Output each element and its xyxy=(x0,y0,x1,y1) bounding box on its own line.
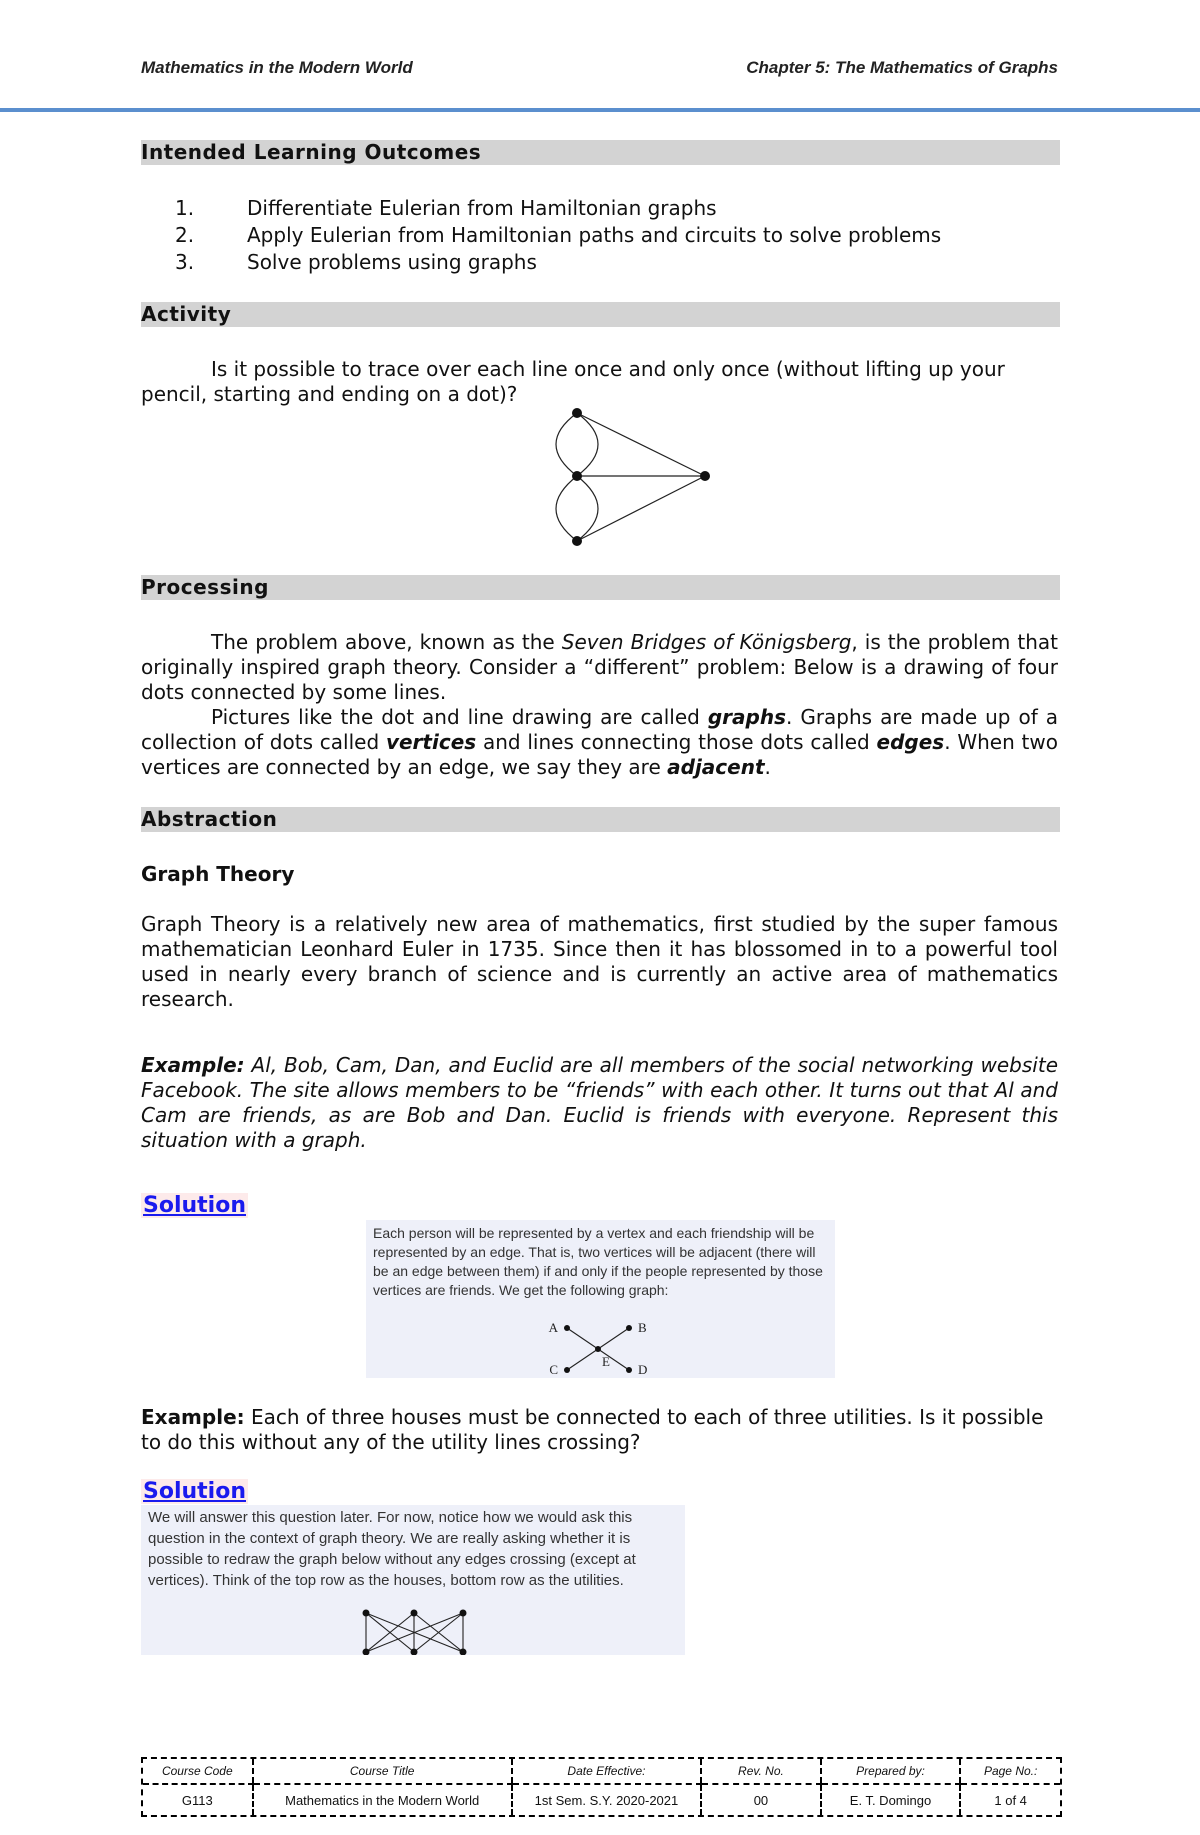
graph-edge xyxy=(577,476,705,541)
list-number: 1. xyxy=(175,196,195,220)
example-text: Each of three houses must be connected to each of three utilities. Is it possible to do this without any of the utility lines crossing? xyxy=(141,1405,1044,1454)
activity-question: Is it possible to trace over each line once and only once (without lifting up your pencil, starting and ending on a dot)? xyxy=(141,357,1005,406)
vertex-label-c: C xyxy=(549,1362,558,1377)
example-2 xyxy=(141,1405,1058,1455)
example-label: Example: xyxy=(141,1053,245,1077)
processing-paragraph-1: The problem above, known as the Seven Bridges of Königsberg, is the problem that originally inspired graph theory. Consider a “different” problem: Below is a drawing of four dots connected by some lines. xyxy=(141,630,1058,704)
footer-value-cell: 1st Sem. S.Y. 2020-2021 xyxy=(512,1784,701,1815)
solution-text-2: We will answer this question later. For now, notice how we would ask this question in the context of graph theory. We are really asking whether it is possible to redraw the graph below without any edges crossing (except at vertices). Think of the top row as the houses, bottom row as the utilities. xyxy=(148,1509,636,1589)
graph-vertex xyxy=(363,1610,370,1617)
vertex-label-e: E xyxy=(602,1354,610,1369)
footer-value-row xyxy=(143,1784,1060,1815)
graph-vertex xyxy=(626,1325,632,1331)
example-label: Example: xyxy=(141,1405,245,1429)
section-activity: Activity xyxy=(141,302,1060,327)
vertex-label-b: B xyxy=(638,1320,647,1335)
graph-vertex xyxy=(595,1346,601,1352)
footer-header-cell: Course Title xyxy=(253,1759,512,1784)
footer-header-cell: Rev. No. xyxy=(701,1759,821,1784)
list-item xyxy=(175,195,941,222)
solution-link-1[interactable]: Solution xyxy=(143,1193,246,1218)
graph-edge xyxy=(577,413,705,476)
footer-header-cell: Date Effective: xyxy=(512,1759,701,1784)
graph-vertex xyxy=(460,1610,467,1617)
header-rule xyxy=(0,108,1200,112)
footer-value-cell: Mathematics in the Modern World xyxy=(253,1784,512,1815)
footer-value-cell: 1 of 4 xyxy=(960,1784,1060,1815)
processing-paragraph-2: Pictures like the dot and line drawing are called graphs. Graphs are made up of a collection of dots called vertices and lines connecting those dots called edges. When two vertices are connected by an edge, we say they are adjacent. xyxy=(141,705,1059,779)
header-right: Chapter 5: The Mathematics of Graphs xyxy=(746,58,1058,77)
list-text: Differentiate Eulerian from Hamiltonian graphs xyxy=(247,196,717,220)
solution-box-2 xyxy=(141,1505,685,1655)
header-left: Mathematics in the Modern World xyxy=(141,58,413,77)
example-1 xyxy=(141,1053,1058,1153)
footer-header-cell: Prepared by: xyxy=(821,1759,961,1784)
footer-table xyxy=(141,1757,1062,1817)
graph-vertex xyxy=(626,1367,632,1373)
graph-edge xyxy=(577,476,598,541)
term-graphs: graphs xyxy=(707,705,786,729)
graph-vertex xyxy=(572,408,582,418)
example-text: Al, Bob, Cam, Dan, and Euclid are all members of the social networking website Facebook. The site allows members to be “friends” with each other. It turns out that Al and Cam are friends, as are Bob and Dan. Euclid is friends with everyone. Represent this situation with a graph. xyxy=(141,1053,1058,1152)
list-item xyxy=(175,222,941,249)
graph-vertex xyxy=(564,1367,570,1373)
list-text: Solve problems using graphs xyxy=(247,250,537,274)
graph-theory-heading: Graph Theory xyxy=(141,862,295,886)
solution-text-1: Each person will be represented by a vertex and each friendship will be represented by an edge. That is, two vertices will be adjacent (there will be an edge between them) if and only if the people represented by those vertices are friends. We get the following graph: xyxy=(373,1225,823,1298)
graph-theory-paragraph: Graph Theory is a relatively new area of mathematics, first studied by the super famous mathematician Leonhard Euler in 1735. Since then it has blossomed in to a powerful tool used in nearly every branch of science and is currently an active area of mathematics research. xyxy=(141,912,1058,1011)
footer-header-cell: Course Code xyxy=(143,1759,253,1784)
vertex-label-a: A xyxy=(548,1320,558,1335)
konigsberg-graph xyxy=(540,402,720,552)
utilities-graph xyxy=(141,1605,685,1655)
list-number: 3. xyxy=(175,250,195,274)
footer-value-cell: E. T. Domingo xyxy=(821,1784,961,1815)
footer-value-cell: G113 xyxy=(181,1792,213,1808)
graph-vertex xyxy=(700,471,710,481)
footer-header-row xyxy=(143,1759,1060,1784)
section-processing: Processing xyxy=(141,575,1060,600)
footer-header-cell: Page No.: xyxy=(960,1759,1060,1784)
footer-value-cell: 00 xyxy=(701,1784,821,1815)
friends-graph xyxy=(366,1312,835,1378)
graph-vertex xyxy=(564,1325,570,1331)
graph-edge xyxy=(556,413,577,476)
graph-vertex xyxy=(572,471,582,481)
solution-box-1 xyxy=(366,1220,835,1378)
graph-vertex xyxy=(411,1610,418,1617)
term-vertices: vertices xyxy=(385,730,477,754)
processing-text xyxy=(141,630,1058,780)
solution-link-2[interactable]: Solution xyxy=(143,1479,246,1504)
outcomes-list xyxy=(175,195,941,276)
graph-edge xyxy=(556,476,577,541)
section-outcomes: Intended Learning Outcomes xyxy=(141,140,1060,165)
vertex-label-d: D xyxy=(638,1362,648,1377)
term-edges: edges xyxy=(876,730,945,754)
graph-vertex xyxy=(572,536,582,546)
list-text: Apply Eulerian from Hamiltonian paths and circuits to solve problems xyxy=(247,223,942,247)
list-item xyxy=(175,249,941,276)
seven-bridges-title: Seven Bridges of Königsberg xyxy=(561,630,852,654)
section-abstraction: Abstraction xyxy=(141,807,1060,832)
list-number: 2. xyxy=(175,223,195,247)
term-adjacent: adjacent xyxy=(667,755,765,779)
